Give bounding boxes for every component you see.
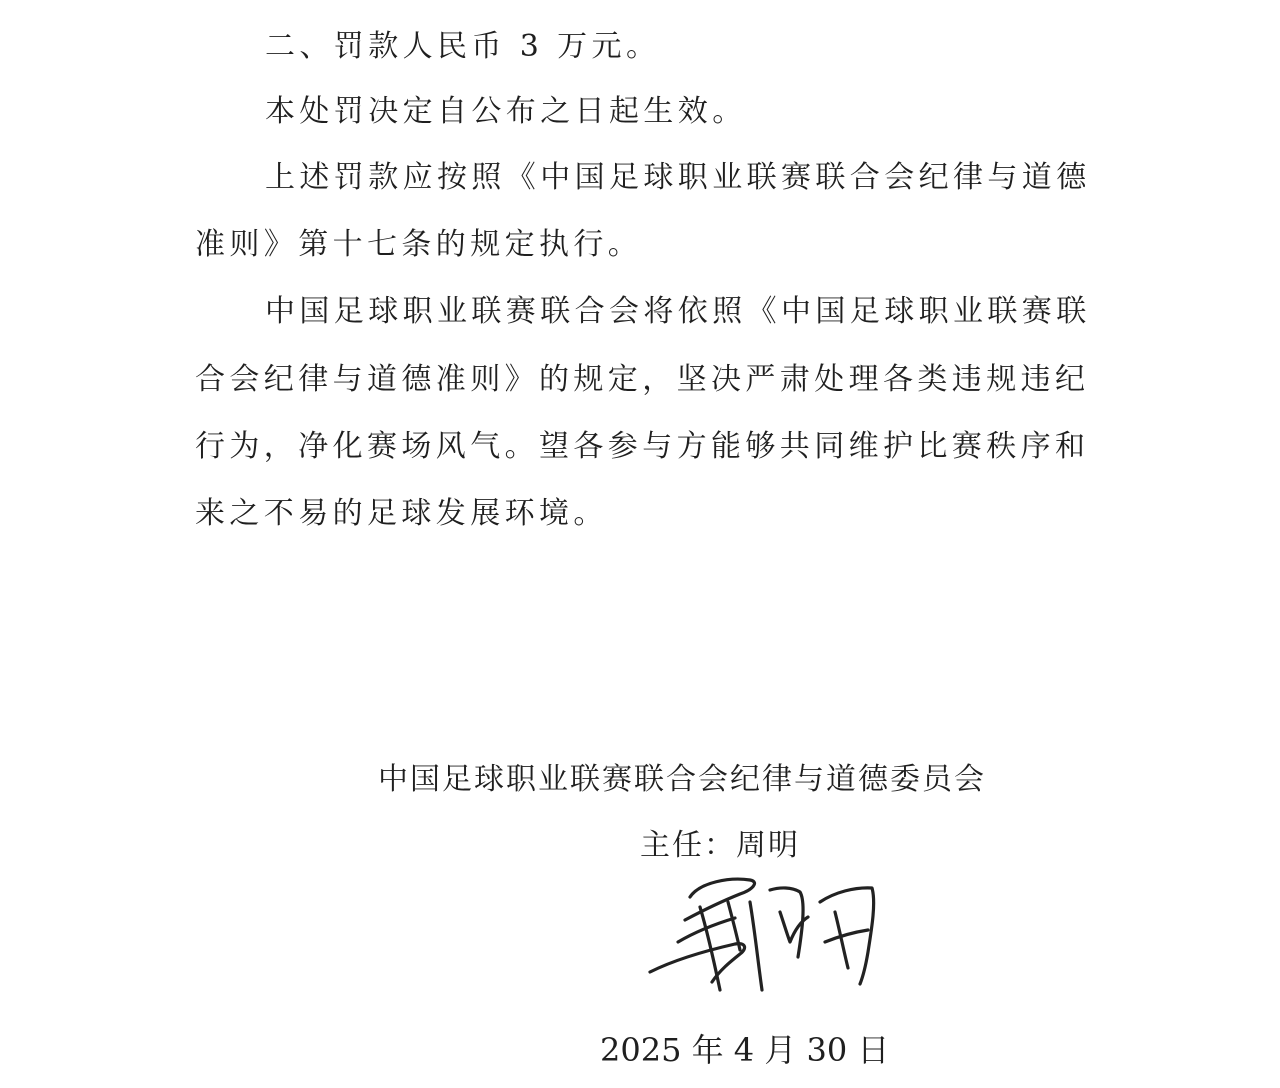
statement-line-2: 合会纪律与道德准则》的规定，坚决严肃处理各类违规违纪	[195, 362, 1090, 397]
director-line: 主任：周明	[640, 828, 800, 863]
date-year-unit: 年	[691, 1031, 724, 1069]
date-month: 4	[733, 1031, 755, 1069]
effective-date-line: 本处罚决定自公布之日起生效。	[265, 94, 747, 129]
date-day-unit: 日	[857, 1031, 890, 1069]
payment-rule-line-2: 准则》第十七条的规定执行。	[195, 227, 643, 262]
statement-line-3: 行为，净化赛场风气。望各参与方能够共同维护比赛秩序和	[195, 429, 1090, 464]
date-day: 30	[806, 1031, 848, 1069]
date-year: 2025	[600, 1031, 682, 1069]
fine-item-line: 二、罚款人民币 3 万元。	[265, 29, 661, 64]
handwritten-signature	[640, 872, 890, 992]
issue-date	[600, 1030, 889, 1070]
date-month-unit: 月	[764, 1031, 797, 1069]
payment-rule-line-1: 上述罚款应按照《中国足球职业联赛联合会纪律与道德	[265, 160, 1091, 195]
issuer-name: 中国足球职业联赛联合会纪律与道德委员会	[378, 762, 986, 797]
statement-line-4: 来之不易的足球发展环境。	[195, 496, 608, 531]
statement-line-1: 中国足球职业联赛联合会将依照《中国足球职业联赛联	[265, 294, 1091, 329]
